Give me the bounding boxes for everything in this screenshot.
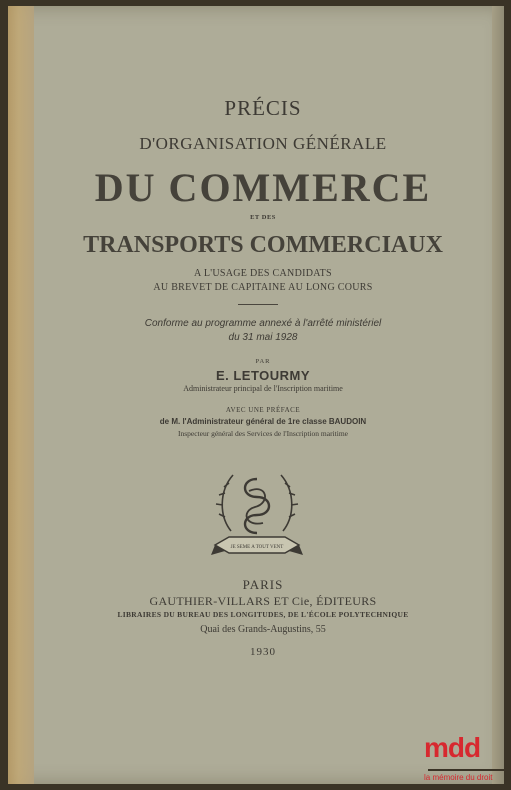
title-organisation: D'ORGANISATION GÉNÉRALE	[139, 134, 387, 153]
title-precis: PRÉCIS	[224, 96, 302, 120]
preface-author: de M. l'Administrateur général de 1re classe BAUDOIN	[159, 417, 367, 426]
publisher-name: GAUTHIER-VILLARS ET Cie, ÉDITEURS	[149, 594, 377, 608]
book-cover	[8, 6, 504, 784]
usage-line-2: AU BREVET DE CAPITAINE AU LONG COURS	[153, 282, 373, 293]
usage-line-1: A L'USAGE DES CANDIDATS	[194, 268, 332, 279]
conformity-line-2: du 31 mai 1928	[228, 332, 298, 343]
watermark-tagline: la mémoire du droit	[424, 773, 493, 782]
title-transports: TRANSPORTS COMMERCIAUX	[83, 232, 443, 258]
watermark-brand: mdd	[424, 732, 481, 763]
cover-spine-edge	[8, 6, 34, 784]
by-label: PAR	[255, 358, 271, 365]
publication-year: 1930	[250, 646, 276, 658]
author-role: Administrateur principal de l'Inscription maritime	[183, 384, 343, 393]
title-conjunction: ET DES	[250, 214, 276, 221]
publisher-address: Quai des Grands-Augustins, 55	[200, 624, 326, 635]
publication-city: PARIS	[242, 577, 284, 592]
watermark-logo	[424, 733, 508, 785]
title-commerce: DU COMMERCE	[94, 165, 432, 210]
preface-role: Inspecteur général des Services de l'Inscription maritime	[177, 429, 349, 438]
preface-intro: AVEC UNE PRÉFACE	[225, 406, 301, 414]
publisher-emblem-icon	[211, 461, 303, 561]
emblem-ribbon-text: JE SEME A TOUT VENT	[230, 545, 284, 550]
watermark-divider	[428, 769, 504, 771]
author-name: E. LETOURMY	[215, 368, 311, 383]
title-divider	[238, 304, 278, 305]
cover-content	[34, 6, 492, 784]
publisher-subtitle: LIBRAIRES DU BUREAU DES LONGITUDES, DE L'ÉCOLE POLYTECHNIQUE	[117, 610, 409, 619]
conformity-line-1: Conforme au programme annexé à l'arrêté ministériel	[144, 318, 382, 329]
cover-right-edge	[492, 6, 504, 784]
